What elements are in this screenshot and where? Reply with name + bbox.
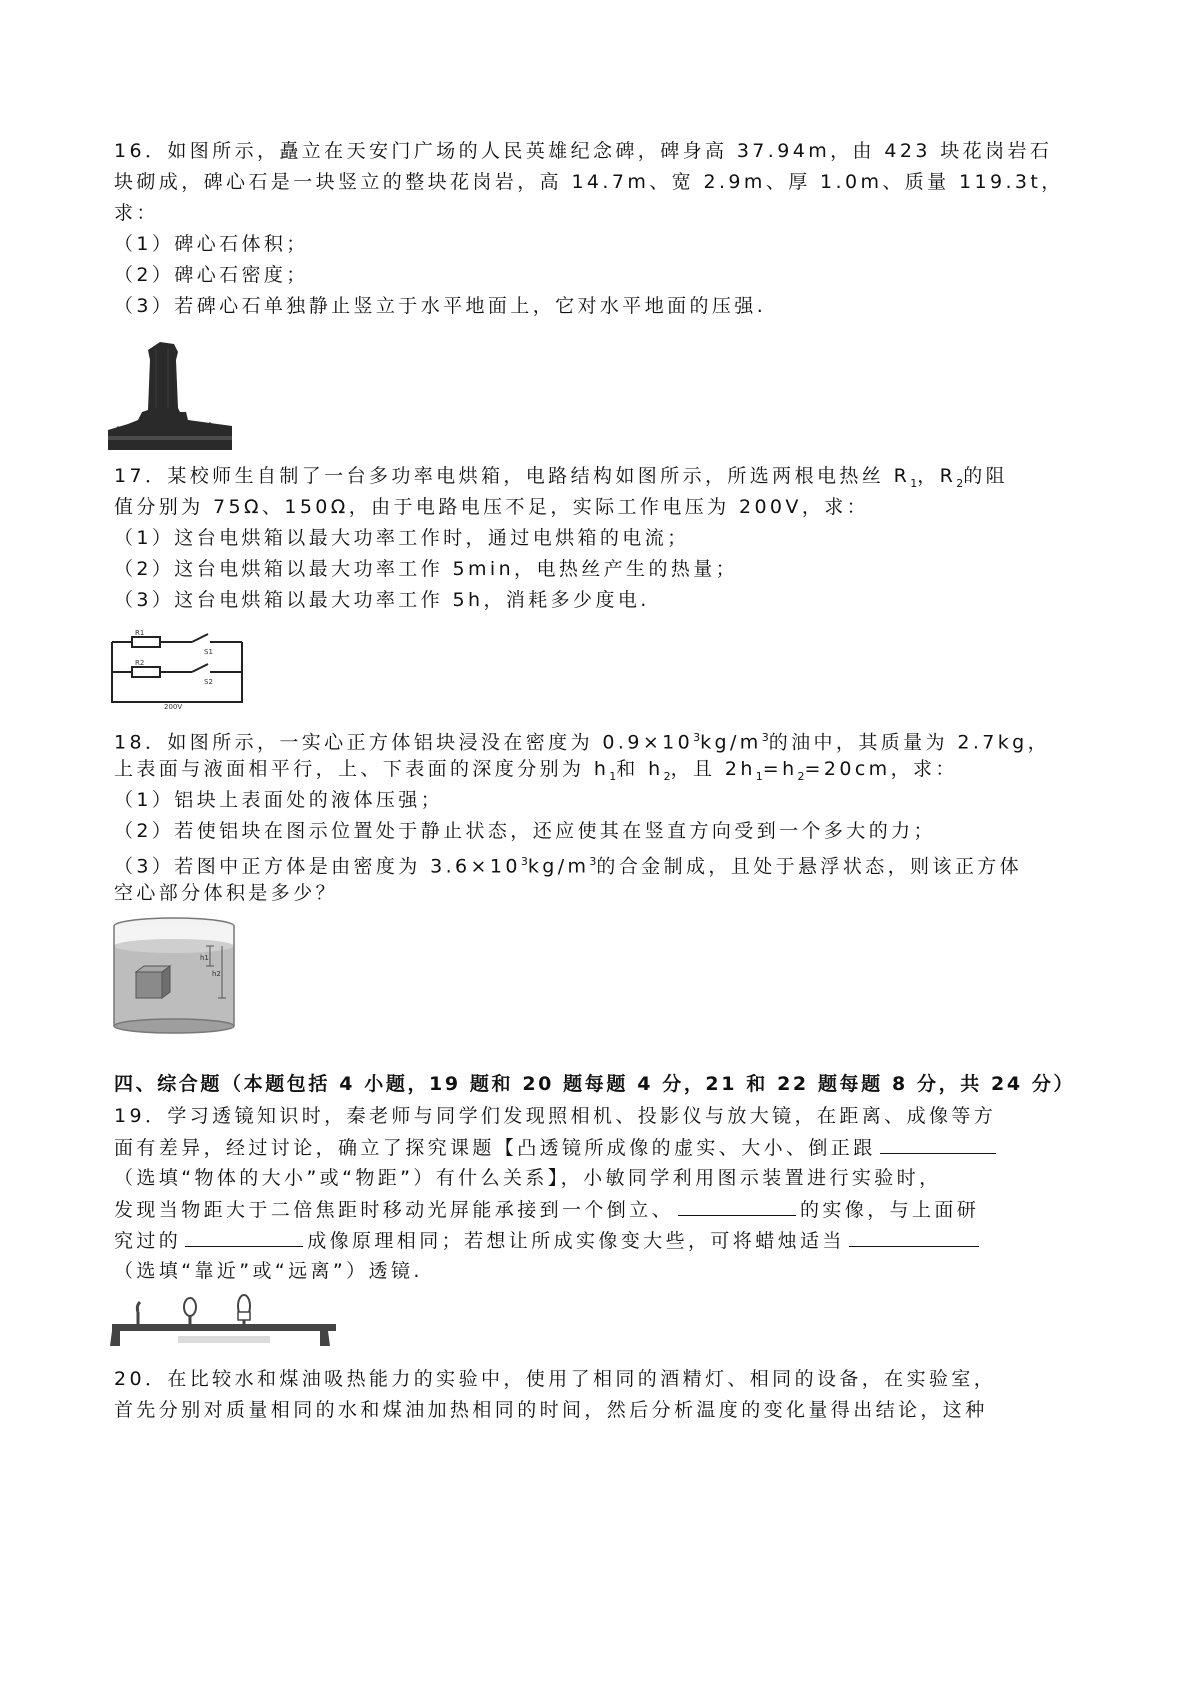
voltage-label: 200V	[164, 703, 183, 710]
answer-blank-2[interactable]	[678, 1197, 796, 1216]
q19-line-4: 发现当物距大于二倍焦距时移动光屏能承接到一个倒立、 的实像，与上面研	[114, 1199, 980, 1221]
q18-sub-3: （3）若图中正方体是由密度为 $3.6\times 10^3kg/m^3$的合金制成，且处于悬浮状态，则该正方体	[114, 855, 1023, 878]
q17-sub-1: （1）这台电烘箱以最大功率工作时，通过电烘箱的电流；	[114, 527, 690, 549]
r2-label: R2	[135, 659, 145, 667]
s2-label: S2	[204, 678, 213, 686]
q18-line-1: 18．如图所示，一实心正方体铝块浸没在密度为 $0.9\times 10^3kg/m^3$的油中，其质量为 2.7kg，	[114, 731, 1051, 754]
q19-line-1: 19．学习透镜知识时，秦老师与同学们发现照相机、投影仪与放大镜，在距离、成像等方	[114, 1105, 997, 1127]
q19-line-5: 究过的 成像原理相同；若想让所成实像变大些，可将蜡烛适当	[114, 1228, 983, 1253]
q17-line-1: 17．某校师生自制了一台多功率电烘箱，电路结构如图所示，所选两根电热丝 $R_1$，$R_2$的阻	[114, 465, 1009, 490]
optical-bench-figure	[108, 1294, 340, 1356]
q16-line-1: 16．如图所示，矗立在天安门广场的人民英雄纪念碑，碑身高 37.94m，由 423 块花岗岩石	[114, 140, 1053, 162]
q17-sub-3: （3）这台电烘箱以最大功率工作 5h，消耗多少度电.	[114, 589, 650, 611]
q18-sub-2: （2）若使铝块在图示位置处于静止状态，还应使其在竖直方向受到一个多大的力；	[114, 820, 936, 842]
q20-line-1: 20．在比较水和煤油吸热能力的实验中，使用了相同的酒精灯、相同的设备，在实验室，	[114, 1368, 997, 1390]
q19-line-6: （选填“靠近”或“远离”）透镜.	[114, 1260, 423, 1282]
q16-sub-2: （2）碑心石密度；	[114, 264, 309, 286]
q16-sub-1: （1）碑心石体积；	[114, 233, 309, 255]
beaker-figure	[108, 916, 240, 1034]
section-4-heading: 四、综合题（本题包括 4 小题，19 题和 20 题每题 4 分，21 和 22 题每题 8 分，共 24 分）	[114, 1073, 1076, 1095]
q17-line-2: 值分别为 75Ω、150Ω，由于电路电压不足，实际工作电压为 200V，求：	[114, 496, 870, 518]
q19-line-2: 面有差异，经过讨论，确立了探究课题【凸透镜所成像的虚实、大小、倒正跟	[114, 1135, 1000, 1160]
h2-label: h2	[212, 970, 221, 978]
circuit-diagram	[108, 628, 246, 710]
q17-sub-2: （2）这台电烘箱以最大功率工作 5min，电热丝产生的热量；	[114, 558, 739, 580]
q20-line-2: 首先分别对质量相同的水和煤油加热相同的时间，然后分析温度的变化量得出结论，这种	[114, 1399, 988, 1421]
q16-line-2: 块砌成，碑心石是一块竖立的整块花岗岩，高 14.7m、宽 2.9m、厚 1.0m、质量 119.3t，	[114, 171, 1064, 193]
answer-blank-3[interactable]	[185, 1228, 303, 1247]
q16-sub-3: （3）若碑心石单独静止竖立于水平地面上，它对水平地面的压强.	[114, 295, 767, 317]
monument-figure	[108, 338, 232, 450]
q16-line-3: 求：	[114, 202, 159, 224]
h1-label: h1	[200, 954, 209, 962]
answer-blank-4[interactable]	[849, 1228, 979, 1247]
s1-label: S1	[204, 648, 213, 656]
answer-blank-1[interactable]	[880, 1135, 996, 1154]
q18-line-2: 上表面与液面相平行，上、下表面的深度分别为 $h_1$和 $h_2$，且 $2h_1=h_2=20cm$，求：	[114, 758, 958, 783]
q19-line-3: （选填“物体的大小”或“物距”）有什么关系】，小敏同学利用图示装置进行实验时，	[114, 1167, 942, 1189]
r1-label: R1	[135, 629, 145, 637]
q18-sub-3-cont: 空心部分体积是多少？	[114, 882, 339, 904]
q18-sub-1: （1）铝块上表面处的液体压强；	[114, 789, 444, 811]
